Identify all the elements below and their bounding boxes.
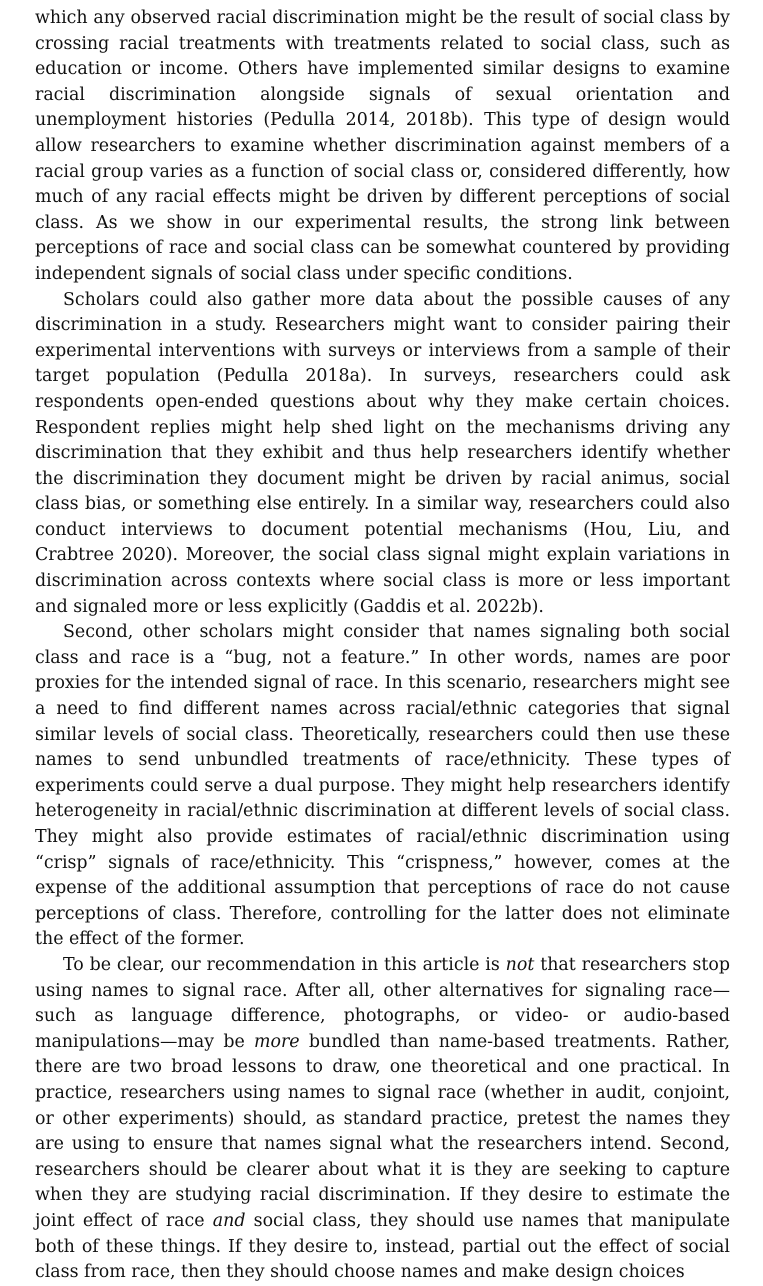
paragraph-text: To be clear, our recommendation in this article is (63, 954, 506, 975)
paragraph-bug-not-feature (35, 620, 730, 953)
emphasis-text: more (254, 1031, 300, 1052)
paragraph-text: Scholars could also gather more data about the possible causes of any discrimination in a study. Researchers might want to consider pairing their experimental interventions with surveys or interviews from a sample of their target population (Pedulla 2018a). In surveys, researchers could ask respondents open-ended questions about why they make certain choices. Respondent replies might help shed light on the mechanisms driving any discrimination that they exhibit and thus help researchers identify whether the discrimination they document might be driven by racial animus, social class bias, or something else entirely. In a similar way, researchers could also conduct interviews to document potential mechanisms (Hou, Liu, and Crabtree 2020). Moreover, the social class signal might explain variations in discrimination across contexts where social class is more or less important and signaled more or less explicitly (Gaddis et al. 2022b). (35, 289, 730, 617)
paragraph-text: which any observed racial discrimination might be the result of social class by crossing racial treatments with treatments related to social class, such as education or income. Others have implemented similar designs to examine racial discrimination alongside signals of sexual orientation and unemployment histories (Pedulla 2014, 2018b). This type of design would allow researchers to examine whether discrimination against members of a racial group varies as a function of social class or, considered differently, how much of any racial effects might be driven by different perceptions of social class. As we show in our experimental results, the strong link between perceptions of race and social class can be somewhat countered by providing independent signals of social class under specific conditions. (35, 8, 730, 284)
paragraph-social-class-crossing (35, 6, 730, 288)
paragraph-text: social class, they should use names that manipulate both of these things. If they desire to, instead, partial out the effect of social class from race, then they should choose names and make design choices (35, 1210, 731, 1283)
paragraph-gather-more-data (35, 288, 730, 621)
emphasis-text: not (505, 954, 535, 975)
emphasis-text: and (212, 1210, 246, 1231)
paragraph-text: bundled than name-based treatments. Rather, there are two broad lessons to draw, one theoretical and one practical. In practice, researchers using names to signal race (whether in audit, conjoint, or other experiments) should, as standard practice, pretest the names they are using to ensure that names signal what the researchers intend. Second, researchers should be clearer about what it is they are seeking to capture when they are studying racial discrimination. If they desire to estimate the joint effect of race (35, 1031, 730, 1231)
paragraph-text: Second, other scholars might consider that names signaling both social class and race is a “bug, not a feature.” In other words, names are poor proxies for the intended signal of race. In this scenario, researchers might see a need to find different names across racial/ethnic categories that signal similar levels of social class. Theoretically, researchers could then use these names to send unbundled treatments of race/ethnicity. These types of experiments could serve a dual purpose. They might help researchers identify heterogeneity in racial/ethnic discrimination at different levels of social class. They might also provide estimates of racial/ethnic discrimination using “crisp” signals of race/ethnicity. This “crispness,” however, comes at the expense of the additional assumption that perceptions of race do not cause perceptions of class. Therefore, controlling for the latter does not eliminate the effect of the former. (35, 622, 730, 950)
paragraph-text: that researchers stop using names to signal race. After all, other alternatives for signaling race—such as language difference, photographs, or video- or audio-based manipulations—may be (35, 954, 731, 1052)
paragraph-recommendation (35, 953, 730, 1286)
